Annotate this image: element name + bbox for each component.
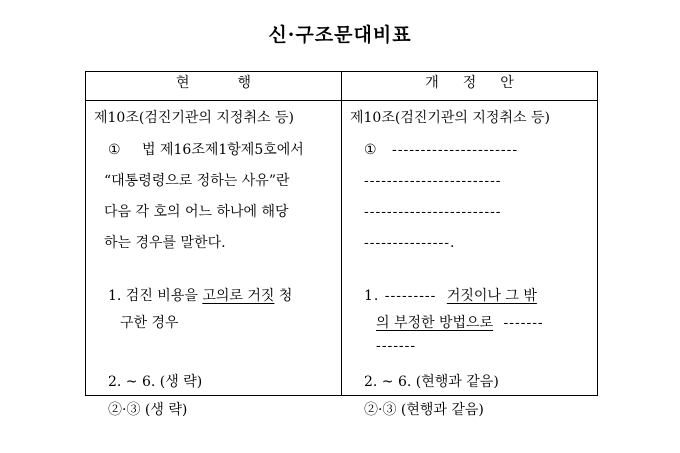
comparison-table	[85, 71, 598, 418]
revised-item1-line3: -------	[376, 338, 417, 354]
revised-item1-underlined: 의 부정한 방법으로	[376, 315, 494, 331]
revised-para1-dashes: ------------------------	[364, 173, 502, 189]
revised-article-heading: 제10조(검진기관의 지정취소 등)	[350, 110, 550, 126]
revised-para1-dashes: ---------------.	[364, 235, 456, 251]
header-row	[86, 72, 598, 101]
header-current: 현행	[86, 72, 342, 101]
revised-para1-dashes: ------------------------	[364, 204, 502, 220]
revised-para1-dashes: ----------------------	[392, 142, 519, 158]
current-item1-underlined: 고의로 거짓	[202, 288, 275, 304]
current-column	[86, 101, 342, 418]
revised-items-2-6: 2. ~ 6. (현행과 같음)	[364, 374, 499, 390]
revised-column	[342, 101, 598, 418]
current-items-2-6: 2. ~ 6. (생 략)	[108, 374, 203, 390]
current-para1-line: “대통령령으로 정하는 사유”란	[104, 173, 290, 189]
body-row	[86, 101, 598, 396]
header-revised: 개정안	[342, 72, 598, 101]
revised-item1-line2: 의 부정한 방법으로 -------	[376, 315, 544, 331]
current-item1-line1: 1. 검진 비용을 고의로 거짓 청	[108, 288, 293, 304]
current-para2-3: ②·③ (생 략)	[108, 402, 188, 418]
current-article-heading: 제10조(검진기관의 지정취소 등)	[94, 110, 294, 126]
current-item1-line2: 구한 경우	[120, 315, 179, 331]
current-para1-marker: ①	[108, 142, 121, 158]
revised-item1-underlined: 거짓이나 그 밖	[446, 288, 537, 304]
revised-item1-line1: 1. --------- 거짓이나 그 밖	[364, 288, 537, 304]
page-title: 신·구조문대비표	[268, 24, 412, 46]
revised-para1-marker: ①	[364, 142, 377, 158]
revised-para2-3: ②·③ (현행과 같음)	[364, 402, 484, 418]
current-para1-line: 다음 각 호의 어느 하나에 해당	[104, 204, 289, 220]
current-para1-line: 법 제16조제1항제5호에서	[142, 142, 304, 158]
current-para1-line: 하는 경우를 말한다.	[104, 235, 226, 251]
